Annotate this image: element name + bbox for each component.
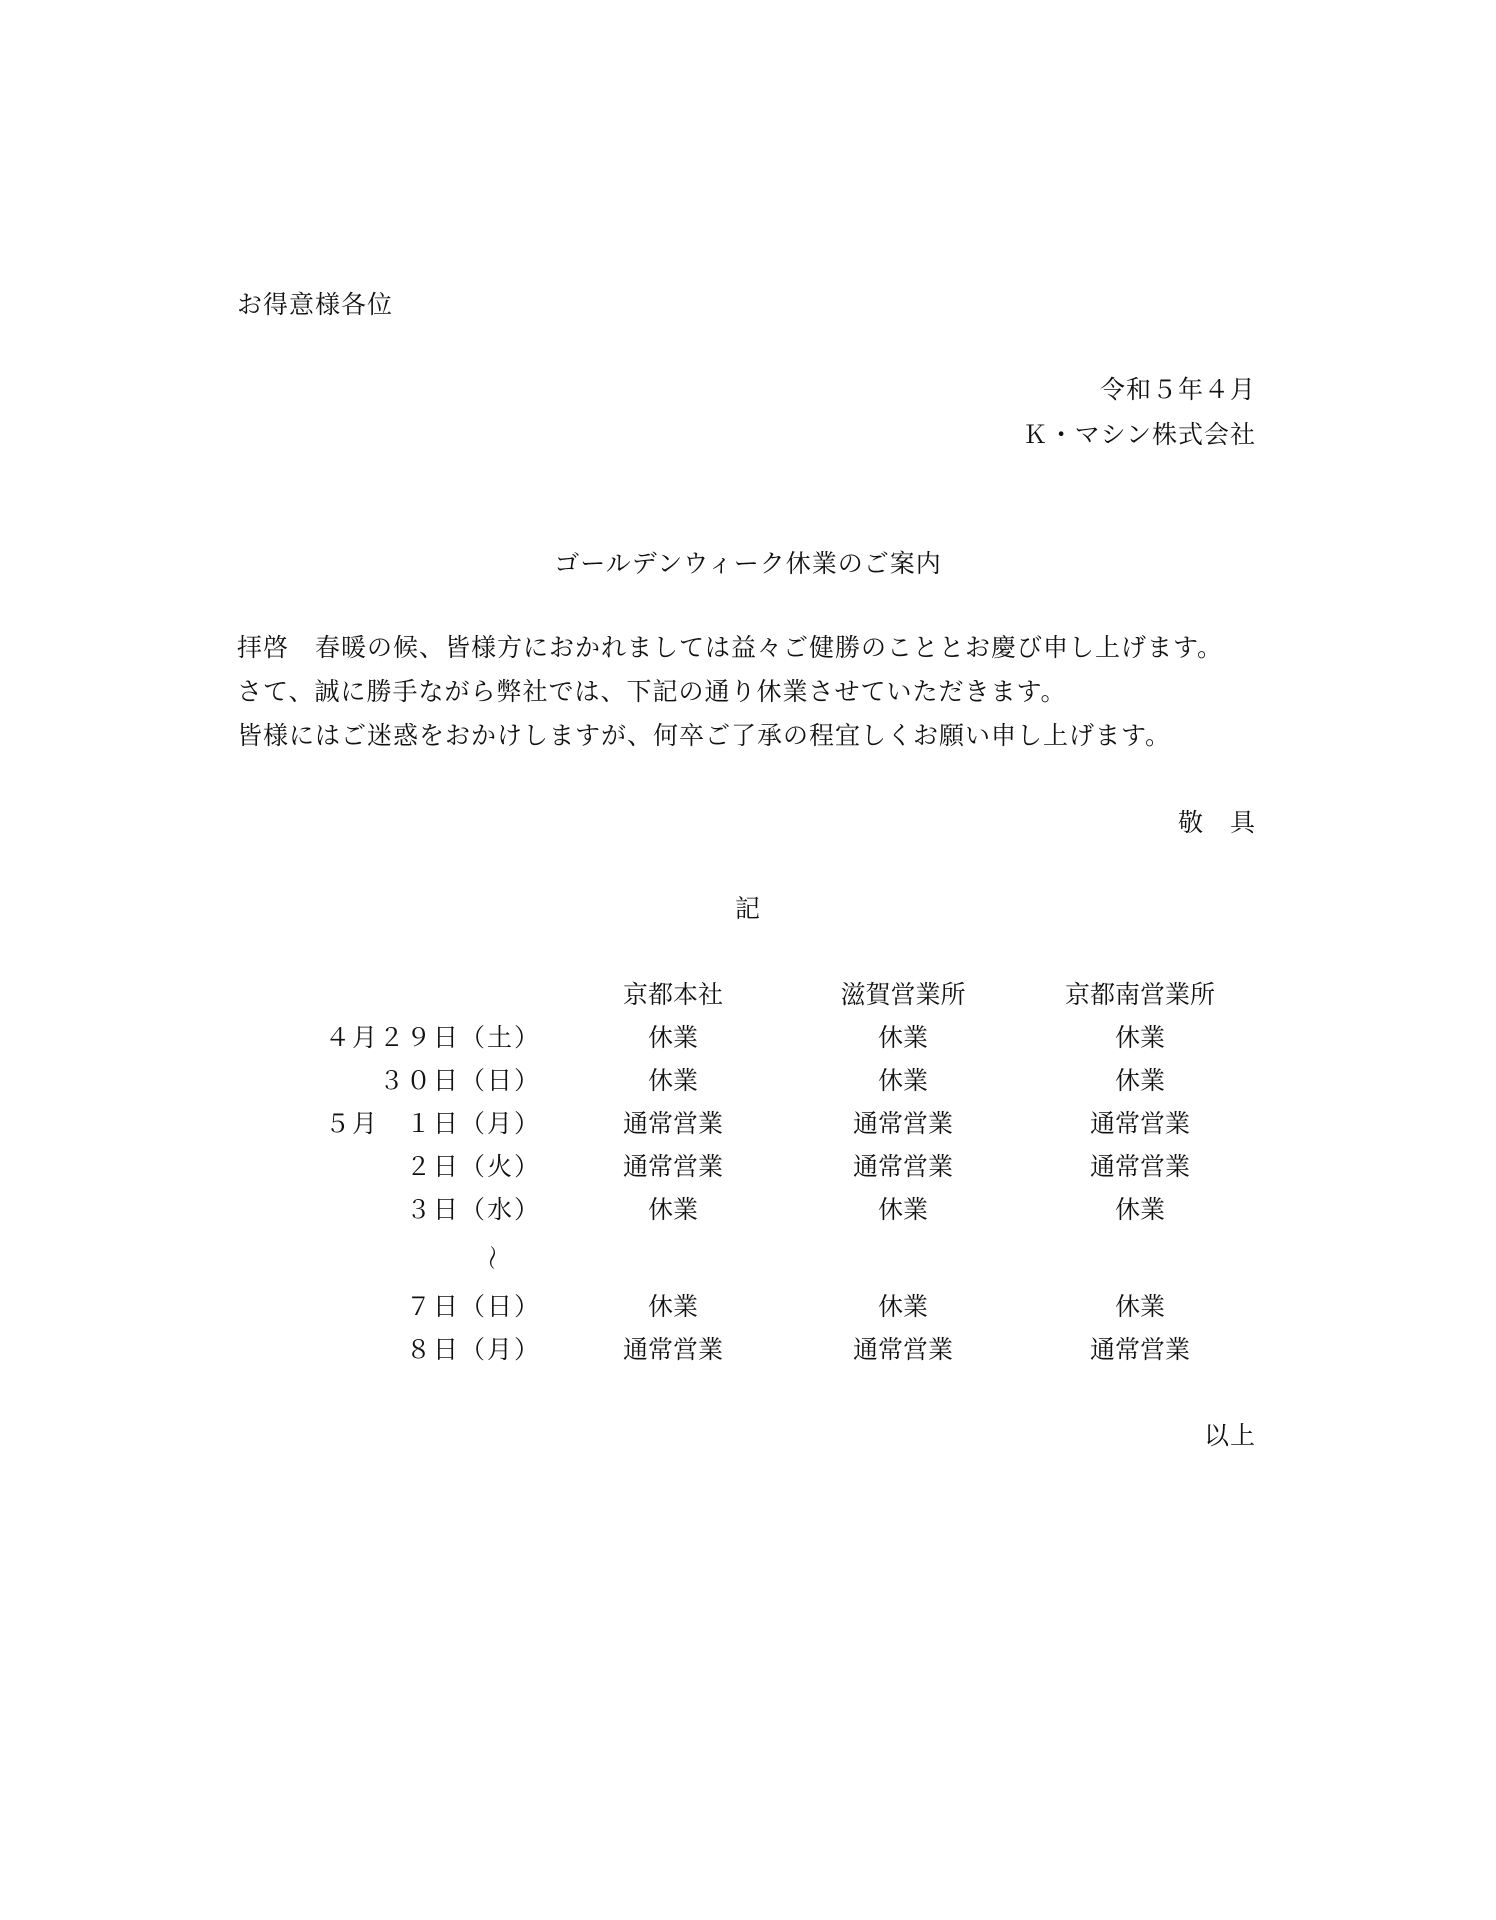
row-cell: 休業 (1114, 1023, 1165, 1052)
row-cell: 通常営業 (852, 1335, 953, 1364)
company-name: Ｋ・マシン株式会社 (1022, 420, 1256, 449)
row-cell: 通常営業 (1089, 1109, 1190, 1138)
row-date: ８日（月） (405, 1335, 541, 1364)
header-kyoto-minami: 京都南営業所 (1064, 980, 1215, 1009)
row-cell: 休業 (647, 1023, 698, 1052)
row-cell: 休業 (647, 1292, 698, 1321)
row-cell: 通常営業 (852, 1152, 953, 1181)
letter-date: 令和５年４月 (1099, 375, 1256, 404)
row-date: ４月２９日（土） (324, 1023, 541, 1052)
row-cell: 休業 (877, 1023, 928, 1052)
closing-keigu: 敬 具 (1177, 808, 1256, 837)
row-cell: 休業 (647, 1066, 698, 1095)
row-cell: 通常営業 (1089, 1335, 1190, 1364)
row-cell: 休業 (877, 1066, 928, 1095)
row-date: ７日（日） (405, 1292, 541, 1321)
row-cell: 休業 (877, 1195, 928, 1224)
body-line-1: 拝啓 春暖の候、皆様方におかれましては益々ご健勝のこととお慶び申し上げます。 (237, 633, 1224, 662)
row-cell: 通常営業 (622, 1109, 723, 1138)
row-date: ３０日（日） (378, 1066, 541, 1095)
row-cell: 休業 (1114, 1195, 1165, 1224)
recipient: お得意様各位 (237, 290, 394, 319)
range-tilde: ～ (477, 1244, 507, 1272)
row-cell: 休業 (1114, 1292, 1165, 1321)
row-cell: 通常営業 (622, 1152, 723, 1181)
letter-title: ゴールデンウィーク休業のご案内 (554, 549, 942, 578)
row-cell: 休業 (647, 1195, 698, 1224)
closing-ijou: 以上 (1203, 1421, 1256, 1450)
body-line-3: 皆様にはご迷惑をおかけしますが、何卒ご了承の程宜しくお願い申し上げます。 (237, 721, 1172, 750)
row-cell: 休業 (1114, 1066, 1165, 1095)
row-cell: 通常営業 (1089, 1152, 1190, 1181)
row-cell: 休業 (877, 1292, 928, 1321)
row-date: ５月 １日（月） (324, 1109, 541, 1138)
ki-heading: 記 (734, 894, 761, 923)
body-line-2: さて、誠に勝手ながら弊社では、下記の通り休業させていただきます。 (237, 677, 1067, 706)
row-date: ３日（水） (405, 1195, 541, 1224)
header-kyoto-honsha: 京都本社 (622, 980, 723, 1009)
row-cell: 通常営業 (622, 1335, 723, 1364)
row-cell: 通常営業 (852, 1109, 953, 1138)
row-date: ２日（火） (405, 1152, 541, 1181)
header-shiga: 滋賀営業所 (840, 980, 966, 1009)
